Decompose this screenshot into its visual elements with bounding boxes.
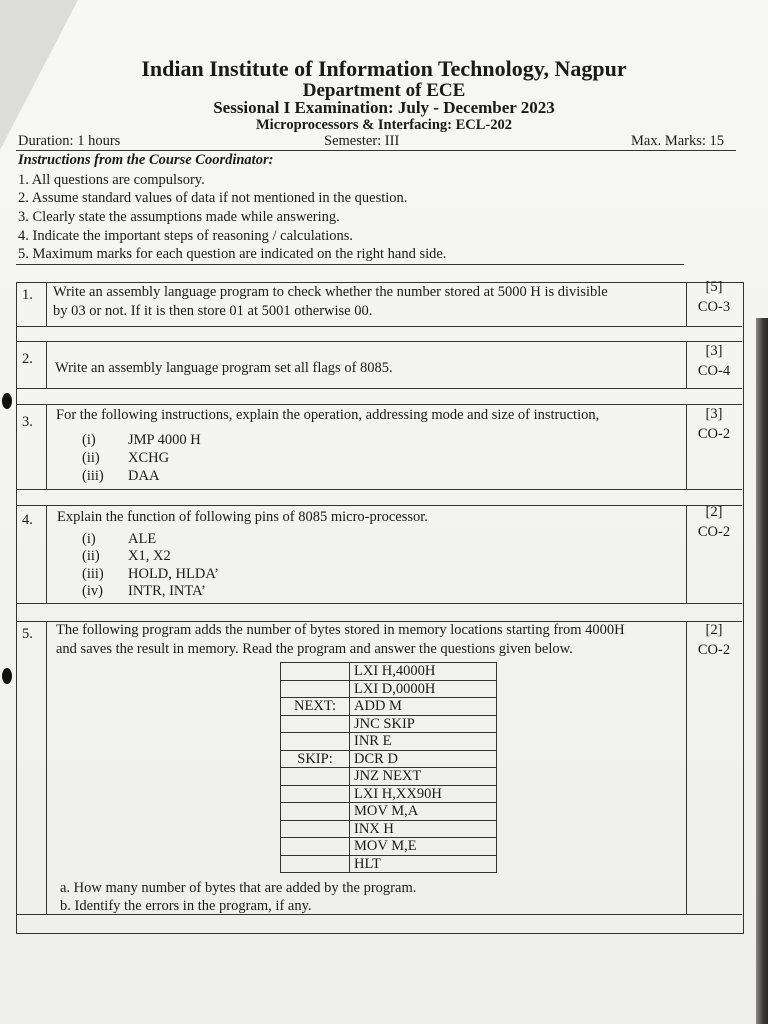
exam-title: Sessional I Examination: July - December 2023 [213, 98, 555, 117]
program-label [281, 855, 350, 873]
program-instruction: INX H [350, 820, 497, 838]
program-label: NEXT: [281, 698, 350, 716]
row-divider [16, 603, 742, 604]
column-divider [46, 404, 47, 489]
sub-item-text: INTR, INTA’ [128, 583, 206, 599]
row-divider [16, 341, 742, 342]
program-instruction: INR E [350, 733, 497, 751]
sub-item-numeral: (ii) [82, 450, 100, 466]
row-divider [16, 404, 742, 405]
column-divider [46, 341, 47, 388]
sub-item-text: JMP 4000 H [128, 432, 201, 448]
sub-item-numeral: (i) [82, 432, 96, 448]
instruction-item: 1. All questions are compulsory. [18, 172, 205, 188]
assembly-program-table [280, 662, 497, 873]
program-label [281, 680, 350, 698]
punch-hole [2, 393, 12, 409]
punch-hole [2, 668, 12, 684]
divider [16, 264, 684, 265]
question-text: The following program adds the number of bytes stored in memory locations starting from 4000H [56, 622, 625, 638]
question-marks: [5] [705, 279, 723, 295]
course-outcome: CO-4 [697, 363, 731, 379]
question-marks: [2] [705, 622, 723, 638]
question-number: 2. [22, 351, 33, 367]
program-label [281, 820, 350, 838]
program-row [281, 750, 497, 768]
program-row [281, 663, 497, 681]
department-title: Department of ECE [302, 80, 466, 101]
duration: Duration: 1 hours [18, 133, 121, 149]
program-instruction: LXI H,XX90H [350, 785, 497, 803]
question-number: 3. [22, 414, 33, 430]
sub-item-numeral: (iii) [82, 468, 104, 484]
program-row [281, 803, 497, 821]
column-divider [46, 621, 47, 914]
question-part: b. Identify the errors in the program, if any. [60, 898, 312, 914]
sub-item-numeral: (iv) [82, 583, 103, 599]
program-instruction: LXI H,4000H [350, 663, 497, 681]
page-edge-shadow [756, 318, 768, 1024]
program-row [281, 733, 497, 751]
program-row [281, 838, 497, 856]
instruction-item: 2. Assume standard values of data if not mentioned in the question. [18, 190, 408, 206]
max-marks: Max. Marks: 15 [631, 133, 725, 149]
question-number: 5. [22, 626, 33, 642]
course-outcome: CO-2 [697, 642, 731, 658]
program-instruction: JNC SKIP [350, 715, 497, 733]
course-outcome: CO-3 [697, 299, 731, 315]
program-label [281, 733, 350, 751]
divider [16, 150, 736, 151]
program-label [281, 715, 350, 733]
sub-item-text: ALE [128, 531, 157, 547]
program-instruction: HLT [350, 855, 497, 873]
column-divider [46, 505, 47, 603]
program-instruction: ADD M [350, 698, 497, 716]
program-row [281, 680, 497, 698]
sub-item-text: XCHG [128, 450, 170, 466]
program-instruction: JNZ NEXT [350, 768, 497, 786]
program-instruction: MOV M,E [350, 838, 497, 856]
question-text: For the following instructions, explain the operation, addressing mode and size of instruction, [56, 407, 600, 423]
row-divider [16, 326, 742, 327]
column-divider [46, 282, 47, 326]
sub-item-numeral: (ii) [82, 548, 100, 564]
question-text: by 03 or not. If it is then store 01 at 5001 otherwise 00. [53, 303, 373, 319]
program-row [281, 855, 497, 873]
course-outcome: CO-2 [697, 524, 731, 540]
program-instruction: LXI D,0000H [350, 680, 497, 698]
question-text: Write an assembly language program to check whether the number stored at 5000 H is divisible [53, 284, 608, 300]
program-row [281, 785, 497, 803]
instructions-title: Instructions from the Course Coordinator: [18, 152, 274, 168]
semester: Semester: III [324, 133, 400, 149]
program-label: SKIP: [281, 750, 350, 768]
question-text: and saves the result in memory. Read the program and answer the questions given below. [56, 641, 573, 657]
question-text: Explain the function of following pins of 8085 micro-processor. [57, 509, 428, 525]
sub-item-numeral: (i) [82, 531, 96, 547]
course-outcome: CO-2 [697, 426, 731, 442]
program-row [281, 715, 497, 733]
sub-item-numeral: (iii) [82, 566, 104, 582]
program-row [281, 698, 497, 716]
question-text: Write an assembly language program set all flags of 8085. [55, 360, 393, 376]
program-label [281, 803, 350, 821]
question-number: 1. [22, 287, 33, 303]
instruction-item: 3. Clearly state the assumptions made while answering. [18, 209, 340, 225]
sub-item-text: DAA [128, 468, 160, 484]
instruction-item: 4. Indicate the important steps of reasoning / calculations. [18, 228, 354, 244]
question-marks: [3] [705, 343, 723, 359]
instruction-item: 5. Maximum marks for each question are indicated on the right hand side. [18, 246, 447, 262]
question-part: a. How many number of bytes that are added by the program. [60, 880, 417, 896]
program-row [281, 820, 497, 838]
program-label [281, 785, 350, 803]
question-number: 4. [22, 512, 33, 528]
sub-item-text: HOLD, HLDA’ [128, 566, 220, 582]
column-divider [686, 621, 687, 914]
program-instruction: MOV M,A [350, 803, 497, 821]
sub-item-text: X1, X2 [128, 548, 171, 564]
program-label [281, 768, 350, 786]
program-instruction: DCR D [350, 750, 497, 768]
program-row [281, 768, 497, 786]
institute-title: Indian Institute of Information Technology, Nagpur [141, 56, 627, 81]
row-divider [16, 505, 742, 506]
program-label [281, 663, 350, 681]
question-marks: [3] [705, 406, 723, 422]
row-divider [16, 489, 742, 490]
program-label [281, 838, 350, 856]
course-title: Microprocessors & Interfacing: ECL-202 [256, 117, 512, 133]
row-divider [16, 388, 742, 389]
question-marks: [2] [705, 504, 723, 520]
